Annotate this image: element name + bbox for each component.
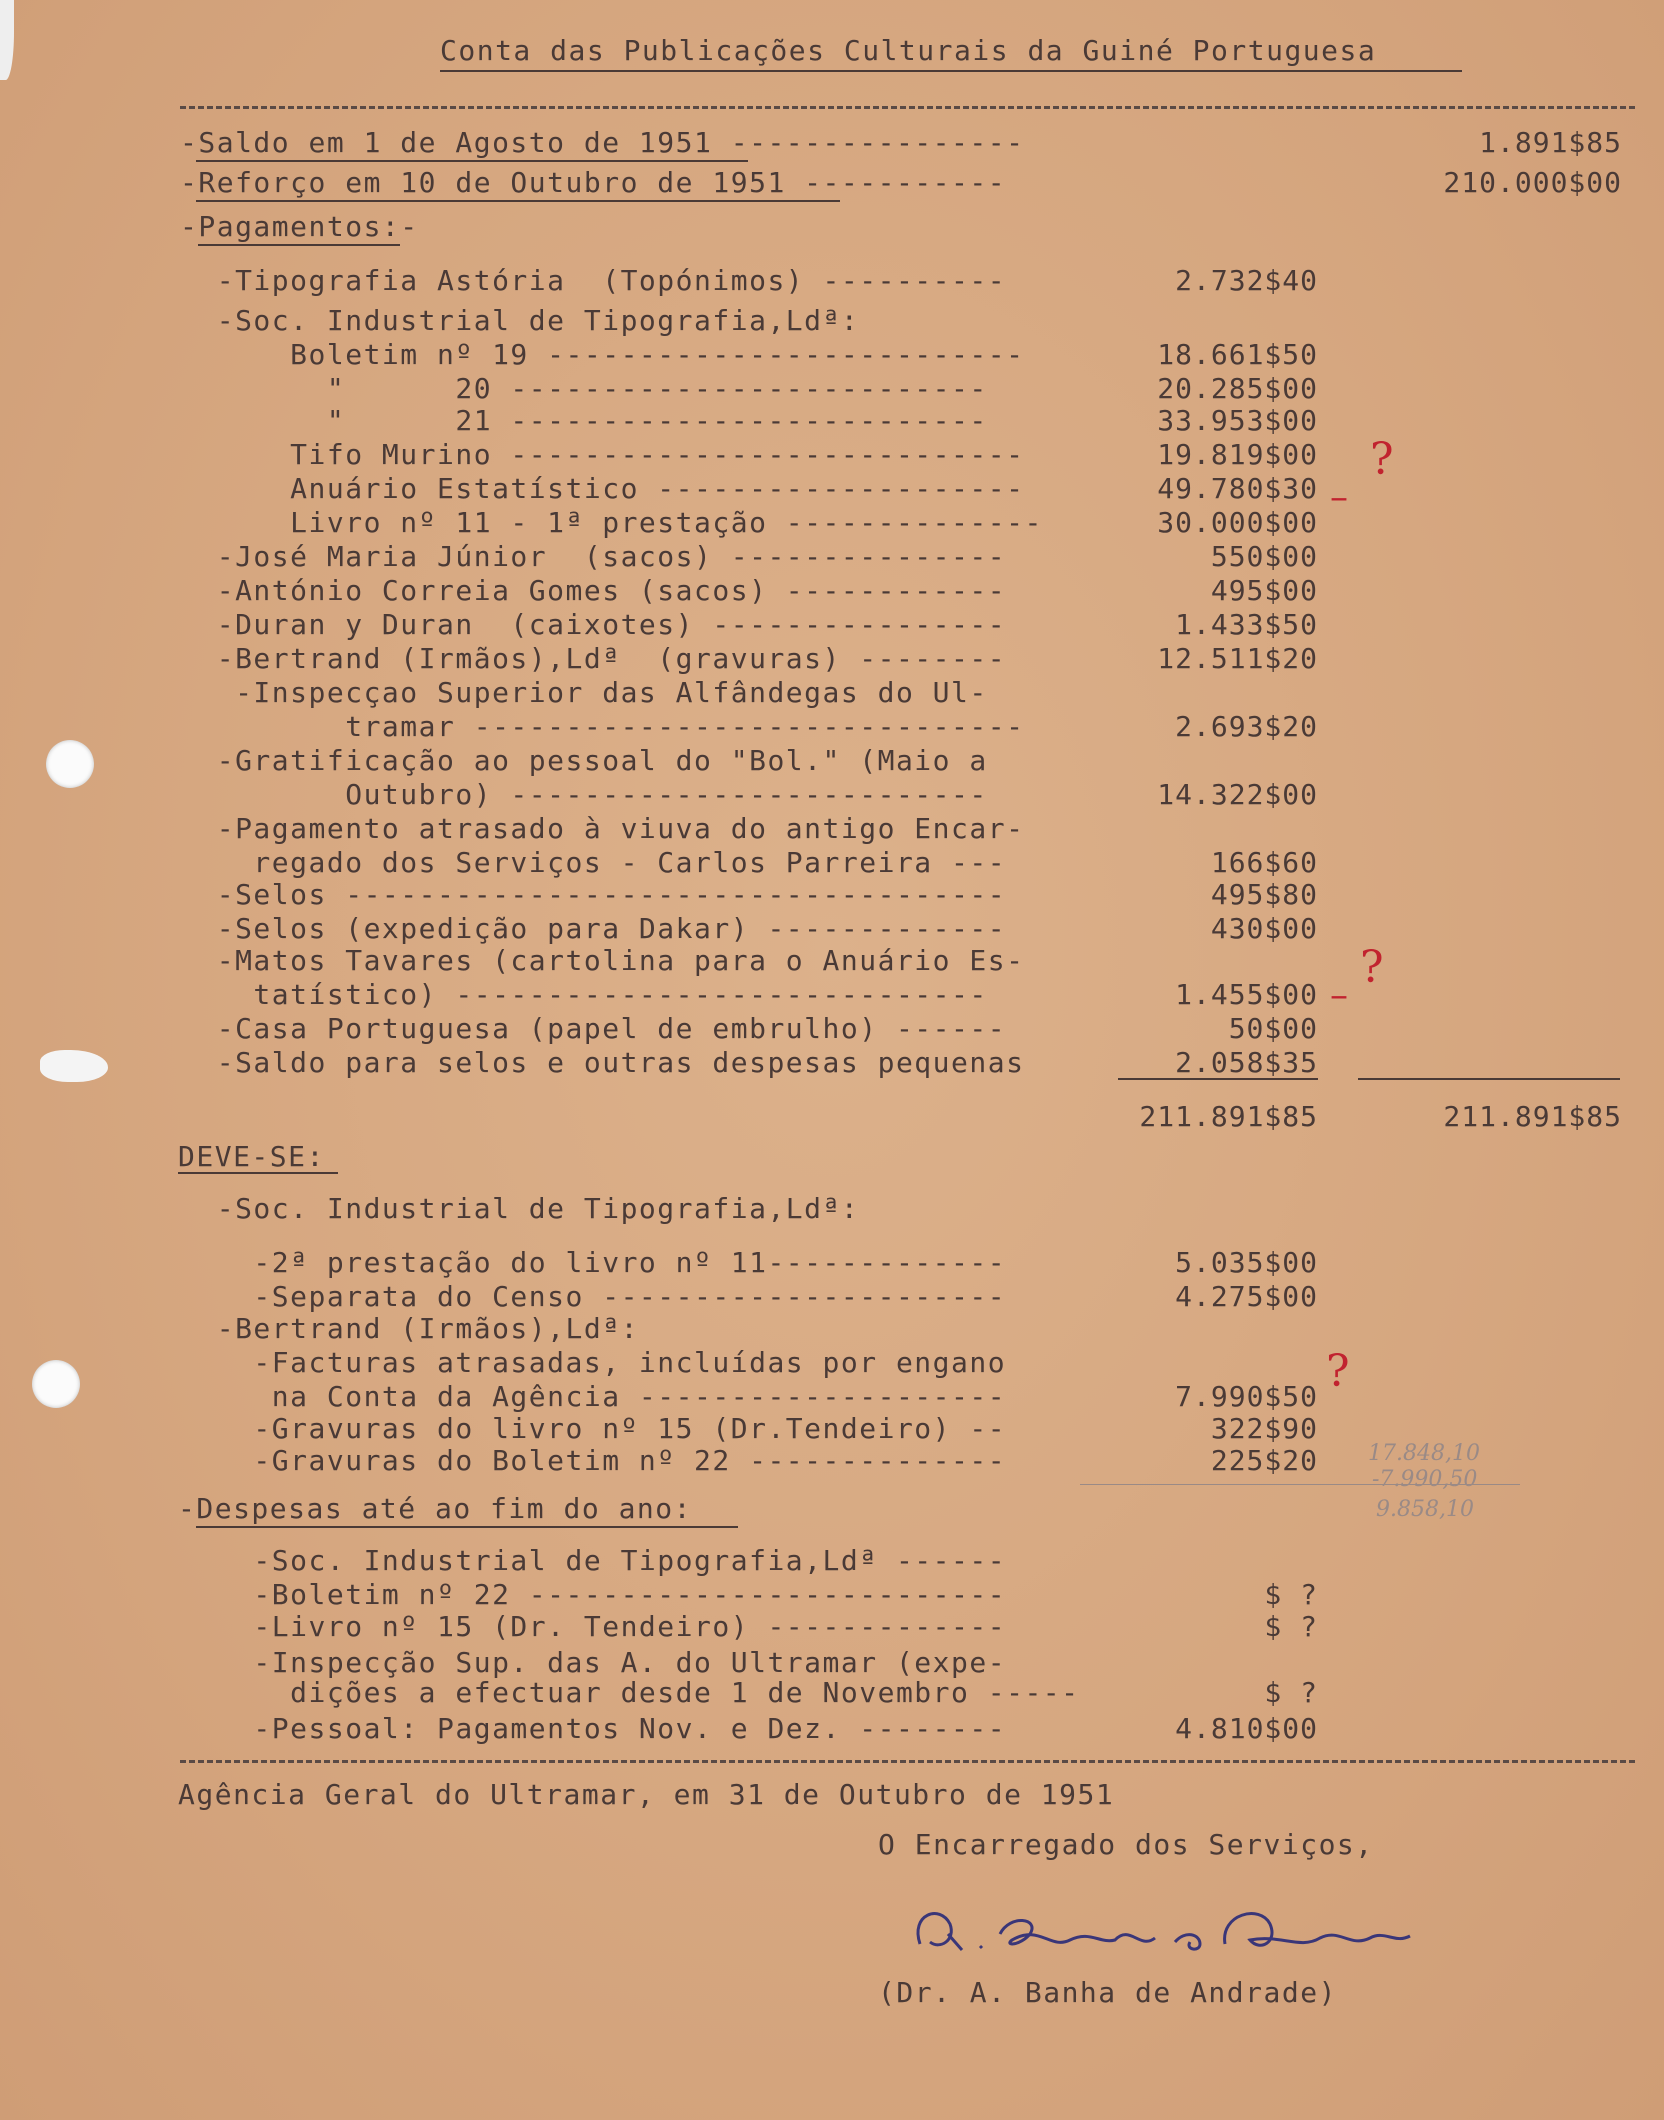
payment-line-text: -Soc. Industrial de Tipografia,Ldª: <box>180 304 860 337</box>
expense-line-amount: $ ? <box>1264 1610 1318 1643</box>
pencil-rule <box>1080 1484 1520 1485</box>
red-question-mark: ? <box>1370 434 1394 485</box>
expense-line-text: -Soc. Industrial de Tipografia,Ldª ------ <box>180 1544 1007 1577</box>
payment-line-amount: 430$00 <box>1210 912 1318 945</box>
payment-line-text: -José Maria Júnior (sacos) --------------- <box>180 540 1007 573</box>
expense-line-amount: 4.810$00 <box>1175 1712 1318 1745</box>
payment-line-text: Livro nº 11 - 1ª prestação -------------- <box>180 506 1043 539</box>
payment-line-text: -Matos Tavares (cartolina para o Anuário Es- <box>180 944 1025 977</box>
debt-line-amount: 7.990$50 <box>1175 1380 1318 1413</box>
place-date: Agência Geral do Ultramar, em 31 de Outubro de 1951 <box>178 1778 1115 1811</box>
payment-line-amount: 14.322$00 <box>1157 778 1318 811</box>
pencil-line: -7.990,50 <box>1372 1467 1478 1492</box>
payment-line-amount: 18.661$50 <box>1157 338 1318 371</box>
expense-line-text: dições a efectuar desde 1 de Novembro ----- <box>180 1676 1080 1709</box>
saldo-underline <box>196 160 748 162</box>
pagamentos-heading: -Pagamentos:- <box>180 210 419 243</box>
payment-line-text: -António Correia Gomes (sacos) ------------ <box>180 574 1007 607</box>
payment-line-amount: 1.455$00 <box>1175 978 1318 1011</box>
debt-line-text: -Separata do Censo ---------------------- <box>180 1280 1007 1313</box>
payment-line-text: -Saldo para selos e outras despesas pequenas <box>180 1046 1025 1079</box>
payment-line-text: -Selos (expedição para Dakar) ------------- <box>180 912 1007 945</box>
payment-line-amount: 2.732$40 <box>1175 264 1318 297</box>
payment-line-amount: 33.953$00 <box>1157 404 1318 437</box>
paper-tear <box>40 1050 108 1082</box>
payment-line-text: -Inspecçao Superior das Alfândegas do Ul- <box>180 676 988 709</box>
pencil-line: 17.848,10 <box>1368 1441 1480 1466</box>
punch-hole-bottom <box>32 1360 80 1408</box>
signatory-name: (Dr. A. Banha de Andrade) <box>878 1976 1337 2009</box>
reforco-amount: 210.000$00 <box>1443 166 1622 199</box>
total-payments-amount: 211.891$85 <box>1139 1100 1318 1133</box>
bottom-separator <box>180 1760 1635 1763</box>
payment-line-amount: 1.433$50 <box>1175 608 1318 641</box>
debt-line-text: -Gravuras do livro nº 15 (Dr.Tendeiro) -- <box>180 1412 1007 1445</box>
paper-tear-corner <box>0 0 14 80</box>
payment-line-amount: 550$00 <box>1210 540 1318 573</box>
handwritten-signature <box>900 1894 1420 1974</box>
title-underline <box>440 70 1462 72</box>
red-dash-mark: – <box>1330 975 1348 1016</box>
debt-line-amount: 5.035$00 <box>1175 1246 1318 1279</box>
payment-line-amount: 30.000$00 <box>1157 506 1318 539</box>
payment-line-text: -Casa Portuguesa (papel de embrulho) ------ <box>180 1012 1007 1045</box>
payment-line-text: tatístico) ----------------------------- <box>180 978 988 1011</box>
pencil-line: 9.858,10 <box>1376 1497 1474 1522</box>
subtotal-rule-left <box>1118 1078 1318 1080</box>
payment-line-amount: 50$00 <box>1228 1012 1318 1045</box>
debt-line-amount: 4.275$00 <box>1175 1280 1318 1313</box>
debt-line-amount: 225$20 <box>1210 1444 1318 1477</box>
payment-line-text: " 21 -------------------------- <box>180 404 988 437</box>
payment-line-text: -Pagamento atrasado à viuva do antigo Encar- <box>180 812 1025 845</box>
subtotal-rule-right <box>1358 1078 1620 1080</box>
debt-line-text: -Bertrand (Irmãos),Ldª: <box>180 1312 639 1345</box>
red-dash-mark: – <box>1330 477 1348 518</box>
expense-line-text: -Boletim nº 22 -------------------------- <box>180 1578 1007 1611</box>
payment-line-amount: 495$80 <box>1210 878 1318 911</box>
debt-line-amount: 322$90 <box>1210 1412 1318 1445</box>
debt-line-text: na Conta da Agência -------------------- <box>180 1380 1007 1413</box>
payment-line-text: tramar ------------------------------ <box>180 710 1025 743</box>
expense-line-text: -Inspecção Sup. das A. do Ultramar (expe- <box>180 1646 1007 1679</box>
payment-line-amount: 12.511$20 <box>1157 642 1318 675</box>
deve-se-heading: DEVE-SE: <box>178 1140 325 1173</box>
total-balance-amount: 211.891$85 <box>1443 1100 1622 1133</box>
saldo-inicial-label: -Saldo em 1 de Agosto de 1951 ---------------- <box>180 126 1025 159</box>
reforco-label: -Reforço em 10 de Outubro de 1951 ----------- <box>180 166 1007 199</box>
red-question-mark: ? <box>1360 942 1384 993</box>
debt-line-text: -Facturas atrasadas, incluídas por engano <box>180 1346 1007 1379</box>
payment-line-amount: 166$60 <box>1210 846 1318 879</box>
payment-line-text: Anuário Estatístico -------------------- <box>180 472 1025 505</box>
payment-line-amount: 2.693$20 <box>1175 710 1318 743</box>
red-question-mark: ? <box>1326 1346 1350 1397</box>
reforco-underline <box>196 200 840 202</box>
debt-line-text: -Gravuras do Boletim nº 22 -------------- <box>180 1444 1007 1477</box>
payment-line-text: Outubro) -------------------------- <box>180 778 988 811</box>
payment-line-text: Tifo Murino ---------------------------- <box>180 438 1025 471</box>
payment-line-amount: 49.780$30 <box>1157 472 1318 505</box>
signoff-text: O Encarregado dos Serviços, <box>878 1828 1374 1861</box>
saldo-inicial-amount: 1.891$85 <box>1479 126 1622 159</box>
deve-se-underline <box>178 1172 338 1174</box>
payment-line-text: Boletim nº 19 -------------------------- <box>180 338 1025 371</box>
payment-line-text: regado dos Serviços - Carlos Parreira --- <box>180 846 1007 879</box>
payment-line-amount: 20.285$00 <box>1157 372 1318 405</box>
payment-line-text: -Bertrand (Irmãos),Ldª (gravuras) -------- <box>180 642 1007 675</box>
debt-line-text: -Soc. Industrial de Tipografia,Ldª: <box>180 1192 860 1225</box>
expense-line-amount: $ ? <box>1264 1676 1318 1709</box>
debt-line-text: -2ª prestação do livro nº 11------------- <box>180 1246 1007 1279</box>
payment-line-text: -Duran y Duran (caixotes) ---------------- <box>180 608 1007 641</box>
pagamentos-underline <box>198 244 400 246</box>
payment-line-amount: 495$00 <box>1210 574 1318 607</box>
expense-line-text: -Livro nº 15 (Dr. Tendeiro) ------------- <box>180 1610 1007 1643</box>
payment-line-text: " 20 -------------------------- <box>180 372 988 405</box>
top-separator <box>180 106 1635 109</box>
despesas-underline <box>196 1526 738 1528</box>
despesas-heading: -Despesas até ao fim do ano: <box>178 1492 693 1525</box>
punch-hole-top <box>46 740 94 788</box>
document-title: Conta das Publicações Culturais da Guiné Portuguesa <box>440 34 1377 67</box>
payment-line-text: -Gratificação ao pessoal do "Bol." (Maio a <box>180 744 988 777</box>
payment-line-text: -Tipografia Astória (Topónimos) ---------- <box>180 264 1007 297</box>
payment-line-amount: 19.819$00 <box>1157 438 1318 471</box>
expense-line-text: -Pessoal: Pagamentos Nov. e Dez. -------- <box>180 1712 1007 1745</box>
payment-line-amount: 2.058$35 <box>1175 1046 1318 1079</box>
expense-line-amount: $ ? <box>1264 1578 1318 1611</box>
payment-line-text: -Selos ------------------------------------ <box>180 878 1007 911</box>
